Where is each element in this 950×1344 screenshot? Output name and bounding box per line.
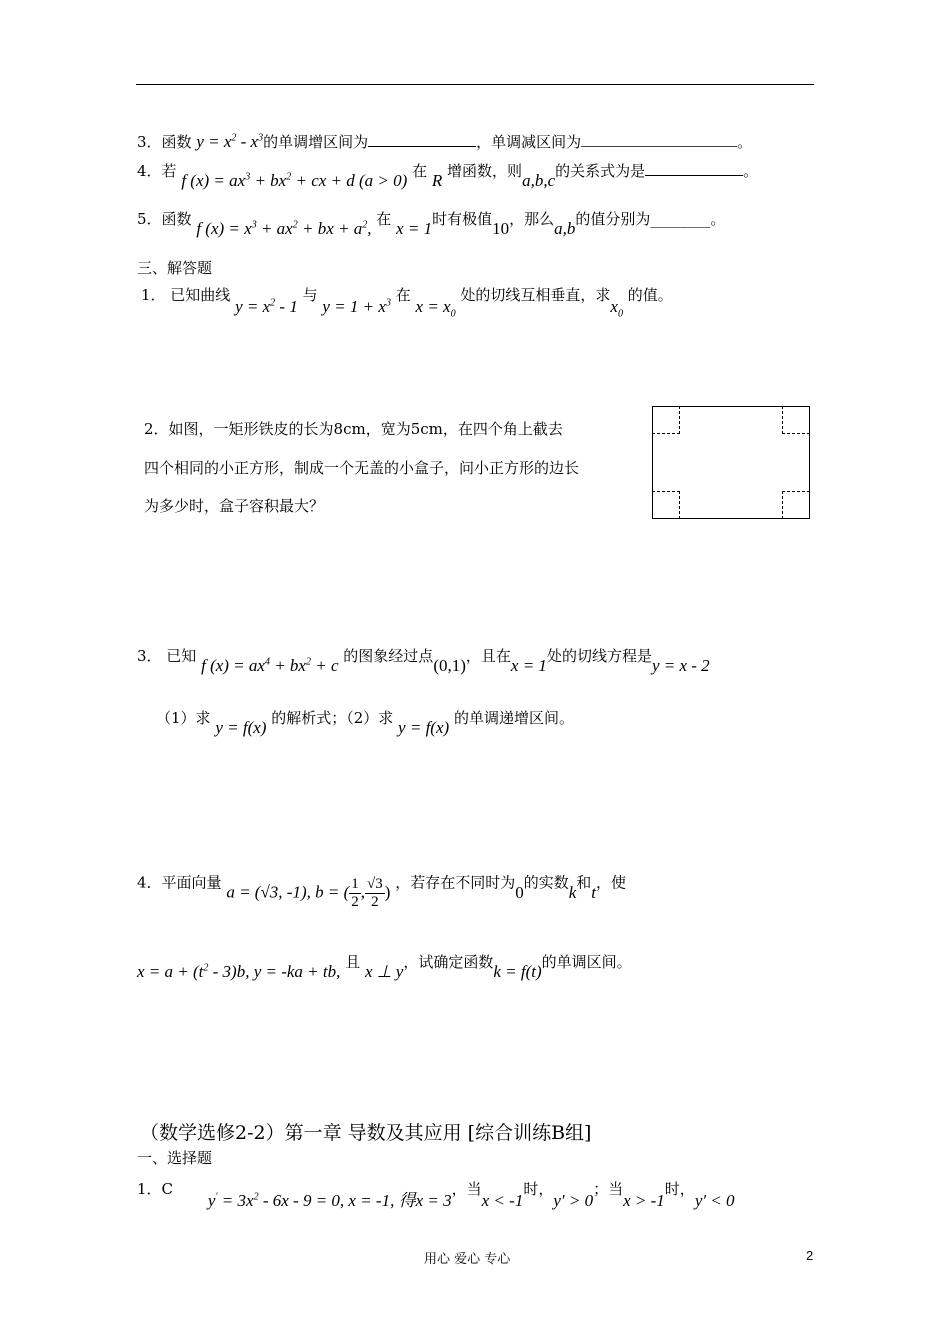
q5-at: 在: [376, 210, 392, 228]
sheet-diagram: [652, 406, 810, 519]
corner-square-bottom-left: [652, 491, 680, 519]
s3-tangent: y = x - 2: [651, 656, 710, 675]
ans1-semi: ；当: [593, 1180, 624, 1198]
s3-expr: f $(x) = ax^4 + bx^2 + c$: [201, 656, 339, 675]
section-heading-answer: 三、解答题: [137, 259, 213, 277]
q5-end: 的值分别为________。: [575, 210, 726, 228]
corner-square-top-left: [652, 406, 680, 434]
q3-line: [137, 131, 752, 152]
section-heading-choice: 一、选择题: [137, 1149, 213, 1167]
s2-line2: 四个相同的小正方形，制成一个无盖的小盒子，问小正方形的边长: [144, 459, 580, 477]
page-number: 2: [806, 1248, 814, 1263]
corner-square-bottom-right: [782, 491, 810, 519]
s4-vector-expr: a = (√3, -1), b = (: [226, 882, 350, 902]
s4-zero: 0: [515, 882, 524, 902]
q5-expr: f $(x) = x^3 + ax^2$ + bx + $a^2$,: [196, 219, 372, 238]
s1-line: [141, 284, 673, 320]
ans1-when1: ，当: [451, 1180, 482, 1198]
s3-part1: （1）求: [156, 709, 211, 727]
q5-line: [137, 208, 726, 238]
q3-blank-increase[interactable]: [368, 146, 476, 147]
s3-mid2: ，且在: [465, 647, 511, 665]
s1-at: 在: [395, 286, 411, 304]
s4-frac-half-den: 2: [351, 894, 359, 910]
ans1-cond2: x > -1: [623, 1191, 665, 1210]
s1-x0: $x = x_0$: [415, 297, 456, 320]
q5-ten: 10: [492, 219, 510, 238]
s4-end: ，使: [596, 873, 627, 892]
s3-point: (0,1): [433, 656, 466, 675]
s4-mid: ，若存在不同时为: [395, 873, 516, 892]
s1-curve1: $y = x^2 - 1$: [235, 297, 298, 316]
s3-x1: x = 1: [510, 656, 547, 675]
s4-and: 和: [576, 873, 592, 892]
q3-end: ，单调减区间为: [476, 133, 582, 151]
ans1-expr: $y' = 3x^2 - 6x - 9 = 0$, x = -1, 得x = 3: [207, 1191, 452, 1210]
s3-mid: 的图象经过点: [343, 647, 434, 665]
s4-num: 4．平面向量: [137, 873, 222, 892]
s2-line3: 为多少时，盒子容积最大？: [144, 497, 325, 515]
s4-also: 且: [345, 953, 361, 971]
s4-line1: [137, 866, 627, 910]
q5-ab: a,b: [554, 219, 576, 238]
q4-end: 的关系式为是: [555, 162, 646, 180]
s4-frac-half-num: 1: [351, 876, 359, 892]
s4-k: k: [568, 882, 577, 902]
s3-num: 3． 已知: [137, 647, 197, 665]
s1-x0b: $x_0$: [610, 297, 623, 320]
s3-f1: y = f(x): [215, 718, 267, 737]
q4-blank[interactable]: [645, 175, 743, 176]
q5-x1: x = 1: [396, 219, 433, 238]
s3-part2: 的单调递增区间。: [453, 709, 574, 727]
q3-expr: $y = x^2 - x^3$: [196, 132, 264, 151]
ans1-res2: y′ < 0: [694, 1191, 735, 1210]
ans1-shi1: 时，: [523, 1180, 554, 1198]
q4-line: [137, 160, 759, 190]
q3-blank-decrease[interactable]: [581, 146, 737, 147]
q3-tail: 。: [737, 133, 753, 151]
chapter-title: （数学选修2-2）第一章 导数及其应用 [综合训练B组]: [140, 1122, 592, 1144]
s4-close: ): [384, 882, 391, 902]
s4-mid2: 的实数: [523, 873, 569, 892]
s2-line1: 2．如图，一矩形铁皮的长为8cm，宽为5cm，在四个角上截去: [144, 420, 563, 438]
s1-mid: 处的切线互相垂直，求: [460, 286, 611, 304]
s4-frac-root3: [365, 876, 385, 911]
ans1-num: 1．C: [137, 1180, 174, 1198]
header-rule: [136, 84, 814, 85]
q3-mid: 的单调增区间为: [263, 133, 369, 151]
s4-t: t: [591, 882, 597, 902]
s4-frac-root3-num: √3: [367, 876, 383, 892]
q4-abc: a,b,c: [522, 171, 556, 190]
q4-expr: f $(x) = ax^3 + bx^2$ + cx + d (a > 0): [181, 171, 408, 190]
s4-line2-expr: $x = a + (t^2 - 3)b$, y = -ka + tb,: [137, 962, 341, 981]
q4-R: R: [431, 171, 443, 190]
q5-num: 5．函数: [137, 210, 192, 228]
q3-num: 3．函数: [137, 133, 192, 151]
s3-line1: [137, 645, 710, 675]
s4-frac-root3-den: 2: [371, 894, 379, 910]
s1-and: 与: [302, 286, 318, 304]
ans1-line: [137, 1174, 735, 1210]
q4-num: 4．若: [137, 162, 177, 180]
corner-square-top-right: [782, 406, 810, 434]
ans1-shi2: 时，: [664, 1180, 695, 1198]
s3-f2: y = f(x): [398, 718, 450, 737]
s4-frac-half: [349, 876, 361, 911]
footer-text: 用心 爱心 专心: [424, 1252, 511, 1267]
s1-end: 的值。: [627, 286, 673, 304]
s4-vectors: a = (√3, -1), b = ( $\frac{1}{2}$ , $\frac{√3}{2}$ ): [226, 876, 391, 910]
ans1-cond1: x < -1: [481, 1191, 524, 1210]
s3-part1b: 的解析式；（2）求: [271, 709, 394, 727]
s4-end2: 的单调区间。: [541, 953, 632, 971]
q4-tail: 。: [743, 162, 759, 180]
s3-line2: [156, 707, 574, 737]
ans1-res1: y′ > 0: [553, 1191, 594, 1210]
q5-then: ，那么: [509, 210, 555, 228]
s4-perp: x ⊥ y: [364, 962, 404, 981]
s3-mid3: 处的切线方程是: [546, 647, 652, 665]
q5-mid: 时有极值: [432, 210, 493, 228]
s4-line2: [137, 951, 632, 981]
s4-kf: k = f(t): [493, 962, 542, 981]
s4-comma: ，试确定函数: [403, 953, 494, 971]
q4-at: 在: [412, 162, 428, 180]
q4-mid: 增函数，则: [447, 162, 523, 180]
s1-num: 1． 已知曲线: [141, 286, 231, 304]
s1-curve2: $y = 1 + x^3$: [322, 297, 391, 316]
